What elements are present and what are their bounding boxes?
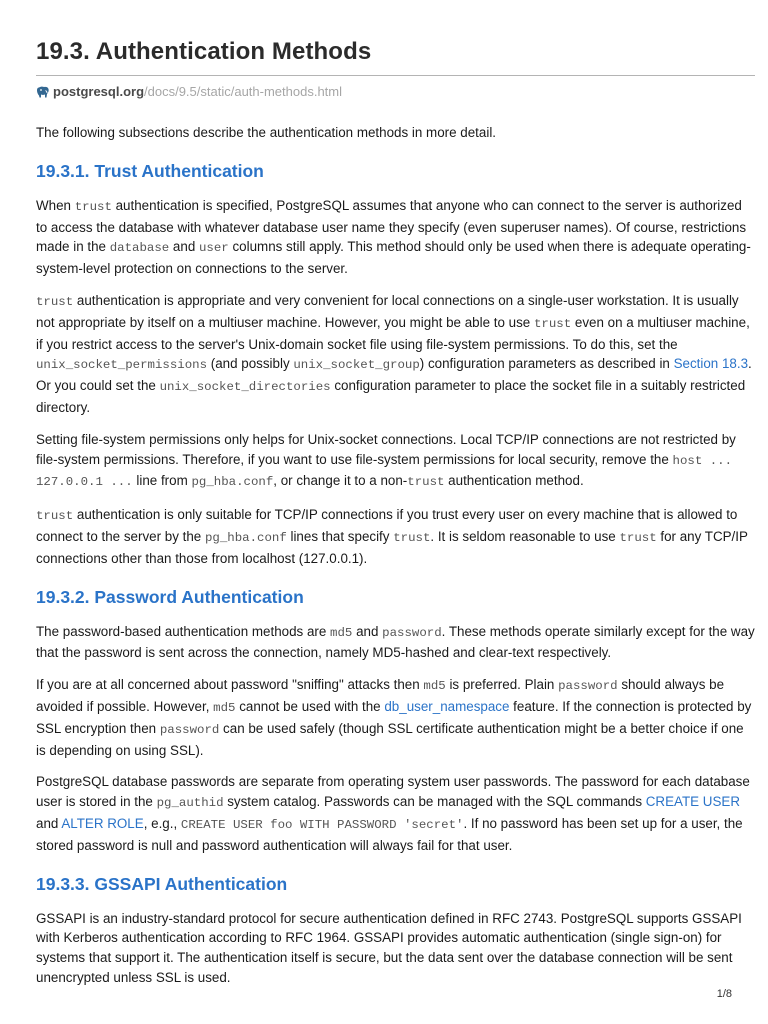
page-number: 1/8	[716, 988, 732, 1000]
inline-code: password	[159, 722, 220, 737]
intro-paragraph: The following subsections describe the authentication methods in more detail.	[36, 125, 497, 140]
link-section-18-3[interactable]: Section 18.3	[673, 356, 749, 372]
section-heading-password: 19.3.2. Password Authentication	[36, 586, 304, 607]
inline-code: pg_hba.conf	[204, 530, 287, 545]
source-path: /docs/9.5/static/auth-methods.html	[144, 84, 342, 99]
section-heading-gssapi: 19.3.3. GSSAPI Authentication	[36, 873, 288, 894]
source-domain: postgresql.org	[53, 84, 145, 99]
inline-code: unix_socket_permissions	[36, 358, 208, 373]
inline-code: pg_hba.conf	[191, 475, 274, 490]
inline-code: password	[382, 625, 442, 640]
section-heading-trust: 19.3.1. Trust Authentication	[36, 160, 264, 181]
inline-code: pg_authid	[156, 796, 224, 811]
password-paragraph-3: PostgreSQL database passwords are separate from operating system user passwords. The password for each database user is stored in the pg_authid system catalog. Passwords can be managed with the SQL commands CREATE USER and ALTER ROLE, e.g., CREATE USER foo WITH PASSWORD 'secret'. If no password has been set up for a user, the stored password is null and password authentication will always fail for that user.	[36, 774, 750, 853]
inline-code: database	[109, 241, 170, 256]
trust-paragraph-2: trust authentication is appropriate and very convenient for local connections on a single-user workstation. It is usually not appropriate by itself on a multiuser machine. However, you might be able to use trust even on a multiuser machine, if you restrict access to the server's Unix-domain socket file using file-system permissions. To do this, set the unix_socket_permissions (and possibly unix_socket_group) configuration parameters as described in Section 18.3. Or you could set the unix_socket_directories configuration parameter to place the socket file in a suitably restricted directory.	[36, 292, 752, 415]
inline-code: unix_socket_group	[293, 358, 420, 373]
inline-code: trust	[533, 316, 572, 331]
inline-code: trust	[619, 530, 657, 545]
page-title: 19.3. Authentication Methods	[36, 38, 372, 65]
inline-code: user	[199, 241, 229, 256]
inline-code: trust	[74, 199, 112, 214]
inline-code: trust	[36, 509, 74, 524]
password-paragraph-1: The password-based authentication methods are md5 and password. These methods operate similarly except for the way that the password is sent across the connection, namely MD5-hashed and clear-text respectively.	[36, 623, 755, 661]
inline-code: trust	[393, 530, 431, 545]
trust-paragraph-3: Setting file-system permissions only helps for Unix-socket connections. Local TCP/IP connections are not restricted by file-system permissions. Therefore, if you want to use file-system permissions for local security, remove the host ... 127.0.0.1 ... line from pg_hba.conf, or change it to a non-trust authentication method.	[36, 431, 736, 490]
inline-code: unix_socket_directories	[159, 380, 331, 395]
link-alter-role[interactable]: ALTER ROLE	[61, 815, 144, 831]
password-paragraph-2: If you are at all concerned about password "sniffing" attacks then md5 is preferred. Plain password should always be avoided if possible. However, md5 cannot be used with the db_user_namespace feature. If the connection is protected by SSL encryption then password can be used safely (though SSL certificate authentication might be a better choice if one is depending on using SSL).	[36, 677, 752, 758]
inline-code: host ... 127.0.0.1 ...	[36, 453, 733, 490]
inline-code: md5	[330, 625, 353, 640]
gssapi-paragraph-1: GSSAPI is an industry-standard protocol for secure authentication defined in RFC 2743. PostgreSQL supports GSSAPI with Kerberos authentication according to RFC 1964. GSSAPI provides automatic authentication (single sign-on) for systems that support it. The authentication itself is secure, but the data sent over the database connection will be sent unencrypted unless SSL is used.	[36, 910, 742, 985]
link-create-user[interactable]: CREATE USER	[645, 794, 741, 810]
trust-paragraph-1: When trust authentication is specified, PostgreSQL assumes that anyone who can connect to the server is authorized to access the database with whatever database user name they specify (even superuser names). Of course, restrictions made in the database and user columns still apply. This method should only be used when there is adequate operating-system-level protection on connections to the server.	[36, 197, 751, 277]
postgresql-elephant-icon	[36, 85, 50, 99]
title-divider	[36, 75, 755, 76]
source-line	[36, 83, 755, 100]
inline-code: CREATE USER foo WITH PASSWORD 'secret'	[180, 817, 464, 832]
inline-code: trust	[407, 475, 445, 490]
link-db-user-namespace[interactable]: db_user_namespace	[384, 698, 510, 714]
trust-paragraph-4: trust authentication is only suitable for TCP/IP connections if you trust every user on every machine that is allowed to connect to the server by the pg_hba.conf lines that specify trust. It is seldom reasonable to use trust for any TCP/IP connections other than those from localhost (127.0.0.1).	[36, 507, 748, 566]
inline-code: password	[558, 679, 618, 694]
inline-code: md5	[423, 679, 446, 694]
inline-code: trust	[36, 294, 74, 309]
document-page	[36, 36, 755, 988]
inline-code: md5	[213, 700, 236, 715]
